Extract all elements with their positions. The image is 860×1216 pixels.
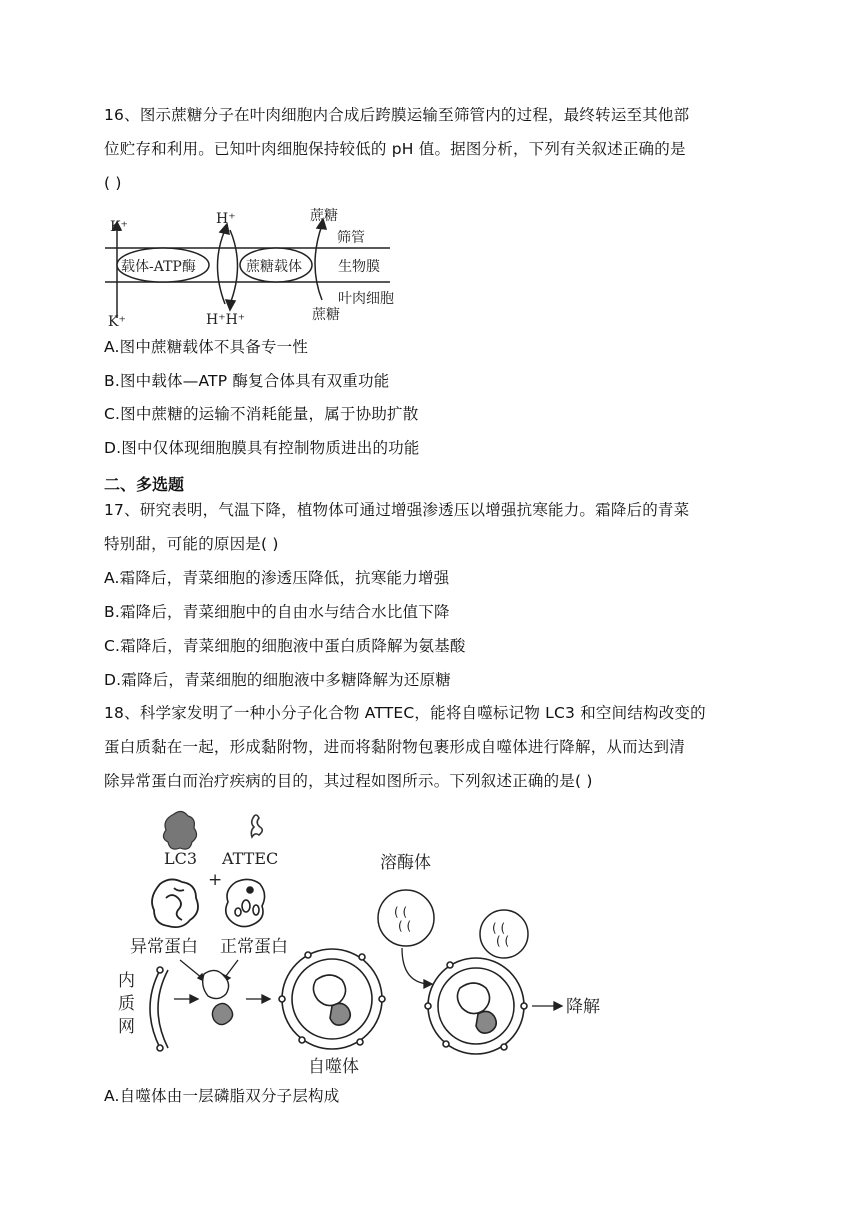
autolysosome [425, 958, 527, 1054]
attec-label: ATTEC [222, 849, 279, 868]
q16-h-top-label: H⁺ [216, 211, 236, 227]
lc3-blob [163, 811, 196, 849]
q16-sucrose-top-label: 蔗糖 [310, 208, 338, 224]
svg-text:( (: ( ( [492, 921, 506, 935]
normal-protein-label: 正常蛋白 [220, 937, 288, 957]
q16-h-bottom-label: H⁺H⁺ [206, 312, 246, 328]
q17-option-b: B.霜降后，青菜细胞中的自由水与结合水比值下降 [104, 603, 450, 621]
q16-stem-line-2: 位贮存和利用。已知叶肉细胞保持较低的 pH 值。据图分析，下列有关叙述正确的是 [104, 140, 686, 158]
q17-option-d: D.霜降后，青菜细胞的细胞液中多糖降解为还原糖 [104, 671, 451, 689]
er-char-3: 网 [118, 1017, 135, 1037]
q16-carrier-atp-label: 载体-ATP酶 [121, 259, 196, 275]
q16-option-b: B.图中载体—ATP 酶复合体具有双重功能 [104, 372, 390, 390]
q18-stem-line-3: 除异常蛋白而治疗疾病的目的，其过程如图所示。下列叙述正确的是( ) [104, 772, 593, 790]
q16-k-bottom-label: K⁺ [108, 314, 126, 330]
normal-protein [226, 879, 265, 926]
svg-text:( (: ( ( [398, 919, 412, 933]
q16-mesophyll-label: 叶肉细胞 [338, 291, 394, 307]
q16-sucrose-carrier-label: 蔗糖载体 [246, 259, 302, 275]
abnormal-protein [152, 879, 198, 927]
abnormal-protein-label: 异常蛋白 [130, 937, 198, 957]
q17-option-c: C.霜降后，青菜细胞的细胞液中蛋白质降解为氨基酸 [104, 637, 466, 655]
q16-sucrose-bottom-label: 蔗糖 [312, 307, 340, 323]
er-membrane [150, 967, 168, 1051]
autophagosome-label: 自噬体 [308, 1057, 359, 1077]
q16-option-c: C.图中蔗糖的运输不消耗能量，属于协助扩散 [104, 405, 419, 423]
q16-sieve-tube-label: 筛管 [337, 230, 365, 246]
q18-stem-line-1: 18、科学家发明了一种小分子化合物 ATTEC，能将自噬标记物 LC3 和空间结构改变的 [104, 704, 706, 722]
q16-stem-line-3: ( ) [104, 174, 122, 192]
q17-stem-line-1: 17、研究表明，气温下降，植物体可通过增强渗透压以增强抗寒能力。霜降后的青菜 [104, 501, 690, 519]
q16-stem-line-1: 16、图示蔗糖分子在叶肉细胞内合成后跨膜运输至筛管内的过程，最终转运至其他部 [104, 106, 690, 124]
plus-label: + [208, 870, 223, 890]
svg-text:( (: ( ( [496, 934, 510, 948]
lc3-label: LC3 [164, 849, 198, 868]
er-char-2: 质 [118, 994, 135, 1014]
q18-stem-line-2: 蛋白质黏在一起，形成黏附物，进而将黏附物包裹形成自噬体进行降解，从而达到清 [104, 738, 685, 756]
q16-option-d: D.图中仅体现细胞膜具有控制物质进出的功能 [104, 439, 420, 457]
q17-stem-line-2: 特别甜，可能的原因是( ) [104, 535, 279, 553]
section-title: 二、多选题 [104, 475, 185, 494]
lysosome [378, 890, 434, 946]
degrade-label: 降解 [566, 997, 600, 1017]
attec-molecule [251, 815, 262, 837]
er-char-1: 内 [118, 971, 135, 991]
lysosome-label: 溶酶体 [380, 853, 431, 873]
q18-autophagy-diagram [110, 802, 620, 1080]
q16-k-top-label: K⁺ [110, 219, 128, 235]
q16-membrane-transport-diagram [100, 200, 430, 330]
autophagosome [279, 949, 385, 1049]
q16-option-a: A.图中蔗糖载体不具备专一性 [104, 338, 309, 356]
svg-text:( (: ( ( [394, 905, 408, 919]
q16-membrane-label: 生物膜 [338, 259, 380, 275]
lysosome-fusing [480, 910, 528, 958]
q17-option-a: A.霜降后，青菜细胞的渗透压降低，抗寒能力增强 [104, 569, 450, 587]
q18-option-a: A.自噬体由一层磷脂双分子层构成 [104, 1087, 340, 1105]
